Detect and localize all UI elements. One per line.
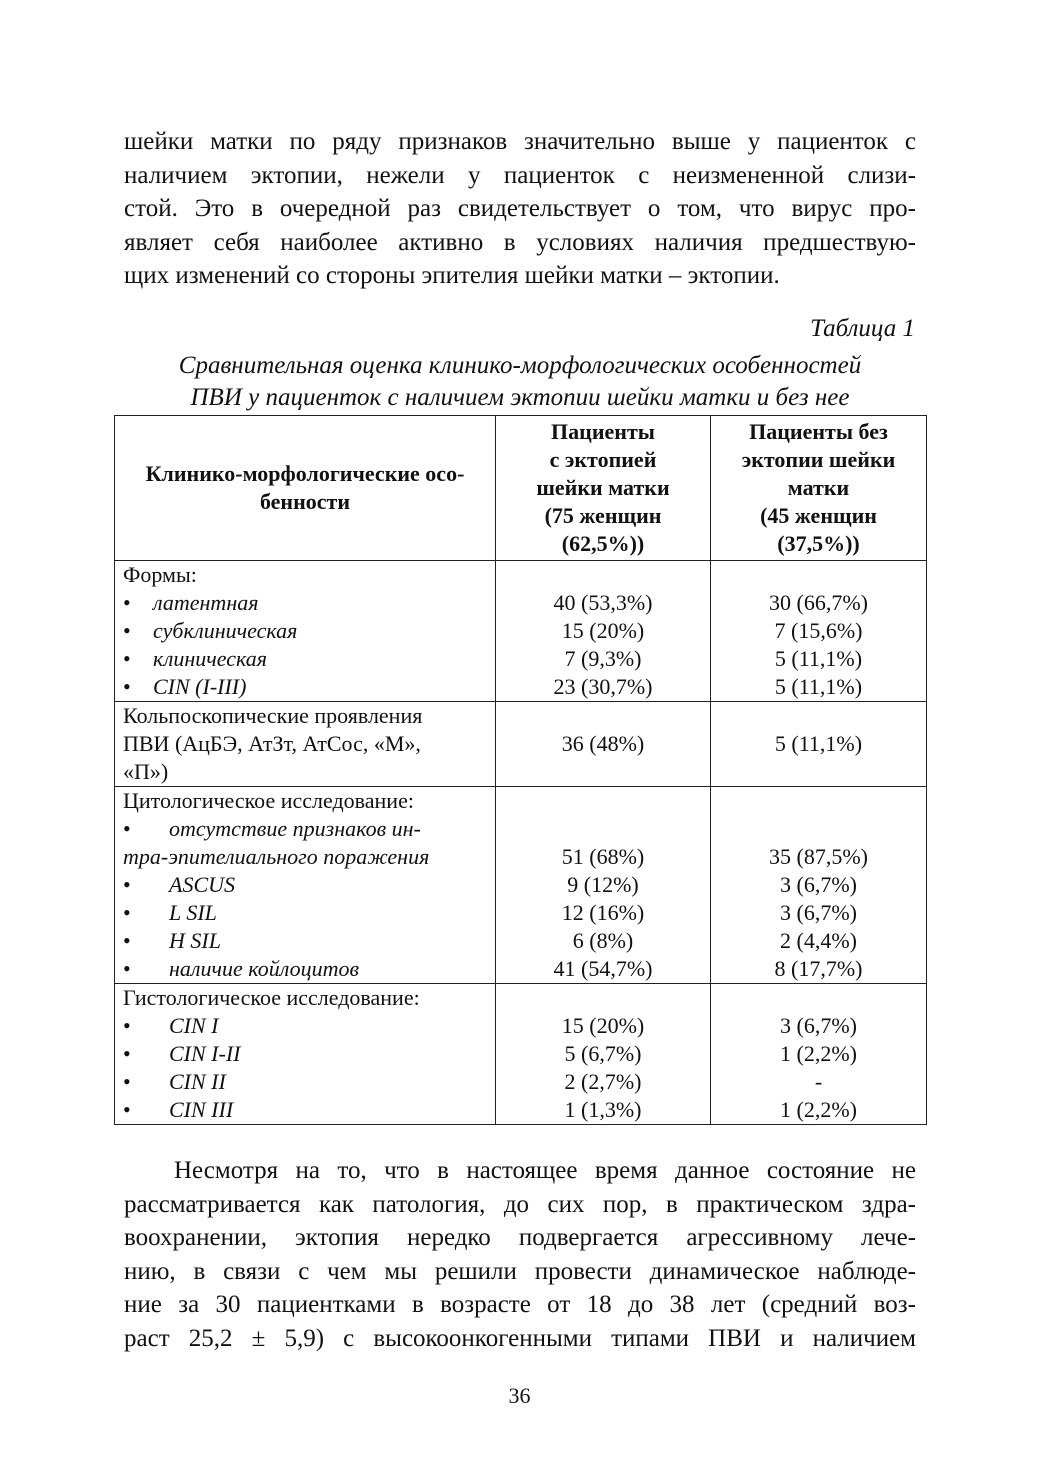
header-without-ectopy bbox=[711, 416, 927, 561]
cell-value: 23 (30,7%) bbox=[553, 674, 653, 699]
text-line: воохранении, эктопия нередко подвергается агрессивному лече- bbox=[124, 1224, 916, 1251]
spacer bbox=[504, 561, 702, 589]
spacer bbox=[719, 984, 918, 1012]
list-item bbox=[123, 955, 487, 983]
paragraph-bottom bbox=[124, 1154, 916, 1355]
cell-value: 2 (2,7%) bbox=[564, 1069, 642, 1094]
list-item bbox=[123, 1012, 487, 1040]
spacer bbox=[504, 702, 702, 730]
bullet: • bbox=[123, 646, 131, 671]
colposcopy-value-no-ectopy bbox=[711, 702, 927, 787]
bullet: • bbox=[123, 1013, 131, 1038]
item-label: наличие койлоцитов bbox=[169, 956, 360, 981]
colposcopy-value-ectopy bbox=[496, 702, 711, 787]
colposcopy-label bbox=[115, 702, 496, 787]
item-label: CIN I-II bbox=[169, 1041, 241, 1066]
group-title: ПВИ (АцБЭ, АтЗт, АтСос, «М», bbox=[123, 731, 421, 756]
text-line: рассматривается как патология, до сих пор, в практическом здра- bbox=[124, 1190, 916, 1218]
table-title bbox=[114, 350, 926, 414]
comparison-table bbox=[114, 415, 927, 1125]
cell-value: 41 (54,7%) bbox=[553, 956, 653, 981]
group-title: Кольпоскопические проявления bbox=[123, 703, 423, 728]
item-label: тра-эпителиального поражения bbox=[123, 844, 430, 869]
cell-value: 1 (2,2%) bbox=[780, 1097, 857, 1122]
header-text: с эктопией bbox=[549, 447, 657, 472]
bullet: • bbox=[123, 956, 131, 981]
cytology-values-no-ectopy bbox=[711, 787, 927, 984]
group-title: Формы: bbox=[123, 562, 197, 587]
cell-value: 15 (20%) bbox=[561, 618, 645, 643]
table-title-line: ПВИ у пациенток с наличием эктопии шейки матки и без нее bbox=[190, 384, 850, 411]
bullet: • bbox=[123, 1069, 131, 1094]
cell-value: 5 (11,1%) bbox=[774, 731, 863, 756]
text-line: нию, в связи с чем мы решили провести динамическое наблюде- bbox=[124, 1257, 916, 1285]
header-text: (75 женщин bbox=[544, 503, 662, 528]
list-item bbox=[123, 645, 487, 673]
table-title-line: Сравнительная оценка клинико-морфологических особенностей bbox=[178, 352, 862, 379]
list-item bbox=[123, 899, 487, 927]
cell-value: 40 (53,3%) bbox=[553, 590, 653, 615]
bullet: • bbox=[123, 900, 131, 925]
bullet: • bbox=[123, 872, 131, 897]
text-line: Несмотря на то, что в настоящее время данное состояние не bbox=[174, 1157, 916, 1184]
cell-value: 3 (6,7%) bbox=[780, 872, 857, 897]
group-title: «П») bbox=[123, 759, 169, 784]
list-item bbox=[123, 673, 487, 701]
header-text: матки bbox=[787, 475, 850, 500]
table-number: Таблица 1 bbox=[810, 315, 915, 342]
text-line: ние за 30 пациентками в возрасте от 18 до 38 лет (средний воз- bbox=[124, 1291, 916, 1318]
list-item bbox=[123, 871, 487, 899]
table-row-colposcopy bbox=[115, 702, 927, 787]
list-item bbox=[123, 815, 487, 843]
header-text: шейки матки bbox=[536, 475, 670, 500]
cell-value: 12 (16%) bbox=[561, 900, 645, 925]
bullet: • bbox=[123, 1041, 131, 1066]
text-line: являет себя наиболее активно в условиях наличия предшествую- bbox=[124, 228, 916, 256]
spacer bbox=[504, 815, 702, 843]
cell-value: 5 (11,1%) bbox=[774, 646, 863, 671]
spacer bbox=[504, 984, 702, 1012]
cytology-values-ectopy bbox=[496, 787, 711, 984]
cell-value: 5 (11,1%) bbox=[774, 674, 863, 699]
cell-value: 6 (8%) bbox=[572, 928, 634, 953]
header-text: Клинико-морфологические осо- bbox=[145, 461, 465, 486]
group-title: Гистологическое исследование: bbox=[123, 985, 420, 1010]
header-text: Пациенты bbox=[551, 419, 655, 444]
list-item bbox=[123, 1068, 487, 1096]
cell-value: 7 (15,6%) bbox=[774, 618, 863, 643]
cell-value: 36 (48%) bbox=[561, 731, 645, 756]
forms-values-no-ectopy bbox=[711, 561, 927, 702]
list-item bbox=[123, 1040, 487, 1068]
histology-labels bbox=[115, 984, 496, 1125]
cell-value: 3 (6,7%) bbox=[780, 1013, 857, 1038]
cell-value: 9 (12%) bbox=[567, 872, 639, 897]
bullet: • bbox=[123, 816, 131, 841]
item-label: отсутствие признаков ин- bbox=[169, 816, 421, 841]
cell-value: - bbox=[814, 1069, 823, 1094]
item-label: CIN I bbox=[169, 1013, 219, 1038]
list-item bbox=[123, 927, 487, 955]
item-label: H SIL bbox=[169, 928, 221, 953]
cell-value: 15 (20%) bbox=[561, 1013, 645, 1038]
cell-value: 35 (87,5%) bbox=[769, 844, 868, 869]
bullet: • bbox=[123, 928, 131, 953]
text-line: шейки матки по ряду признаков значительно выше у пациенток с bbox=[124, 128, 916, 155]
histology-values-no-ectopy bbox=[711, 984, 927, 1125]
item-label: клиническая bbox=[153, 646, 267, 671]
page-number: 36 bbox=[508, 1383, 531, 1408]
cell-value: 30 (66,7%) bbox=[769, 590, 868, 615]
text-line: щих изменений со стороны эпителия шейки матки – эктопии. bbox=[124, 262, 780, 289]
table-header-row bbox=[115, 416, 927, 561]
list-item bbox=[123, 617, 487, 645]
group-title: Цитологическое исследование: bbox=[123, 788, 414, 813]
bullet: • bbox=[123, 590, 131, 615]
forms-values-ectopy bbox=[496, 561, 711, 702]
cell-value: 3 (6,7%) bbox=[780, 900, 857, 925]
spacer bbox=[719, 561, 918, 589]
spacer bbox=[719, 702, 918, 730]
item-label: субклиническая bbox=[153, 618, 298, 643]
text-line: стой. Это в очередной раз свидетельствует о том, что вирус про- bbox=[124, 195, 916, 222]
spacer bbox=[719, 815, 918, 843]
table-row-forms bbox=[115, 561, 927, 702]
header-features bbox=[115, 416, 496, 561]
paragraph-top bbox=[124, 125, 916, 293]
cell-value: 8 (17,7%) bbox=[774, 956, 863, 981]
item-label: CIN II bbox=[169, 1069, 226, 1094]
list-item bbox=[123, 1096, 487, 1124]
table-row-cytology bbox=[115, 787, 927, 984]
header-text: бенности bbox=[259, 489, 351, 514]
text-line: наличием эктопии, нежели у пациенток с неизмененной слизи- bbox=[124, 161, 916, 189]
item-label: L SIL bbox=[169, 900, 217, 925]
header-text: (62,5%)) bbox=[561, 531, 645, 556]
header-text: эктопии шейки bbox=[741, 447, 896, 472]
list-item bbox=[123, 589, 487, 617]
item-label: CIN III bbox=[169, 1097, 234, 1122]
header-text: (37,5%)) bbox=[777, 531, 860, 556]
spacer bbox=[719, 787, 918, 815]
bullet: • bbox=[123, 618, 131, 643]
cell-value: 1 (1,3%) bbox=[564, 1097, 642, 1122]
header-with-ectopy bbox=[496, 416, 711, 561]
spacer bbox=[504, 787, 702, 815]
cell-value: 5 (6,7%) bbox=[564, 1041, 642, 1066]
item-label: ASCUS bbox=[169, 872, 235, 897]
text-line: раст 25,2 ± 5,9) с высокоонкогенными типами ПВИ и наличием bbox=[124, 1324, 916, 1352]
table-row-histology bbox=[115, 984, 927, 1125]
cell-value: 1 (2,2%) bbox=[780, 1041, 857, 1066]
cytology-labels bbox=[115, 787, 496, 984]
bullet: • bbox=[123, 1097, 131, 1122]
header-text: (45 женщин bbox=[760, 503, 877, 528]
bullet: • bbox=[123, 674, 131, 699]
cell-value: 51 (68%) bbox=[561, 844, 645, 869]
header-text: Пациенты без bbox=[749, 419, 888, 444]
item-label: CIN (I-III) bbox=[153, 674, 247, 699]
cell-value: 7 (9,3%) bbox=[564, 646, 642, 671]
forms-labels bbox=[115, 561, 496, 702]
cell-value: 2 (4,4%) bbox=[780, 928, 857, 953]
histology-values-ectopy bbox=[496, 984, 711, 1125]
item-label: латентная bbox=[153, 590, 259, 615]
